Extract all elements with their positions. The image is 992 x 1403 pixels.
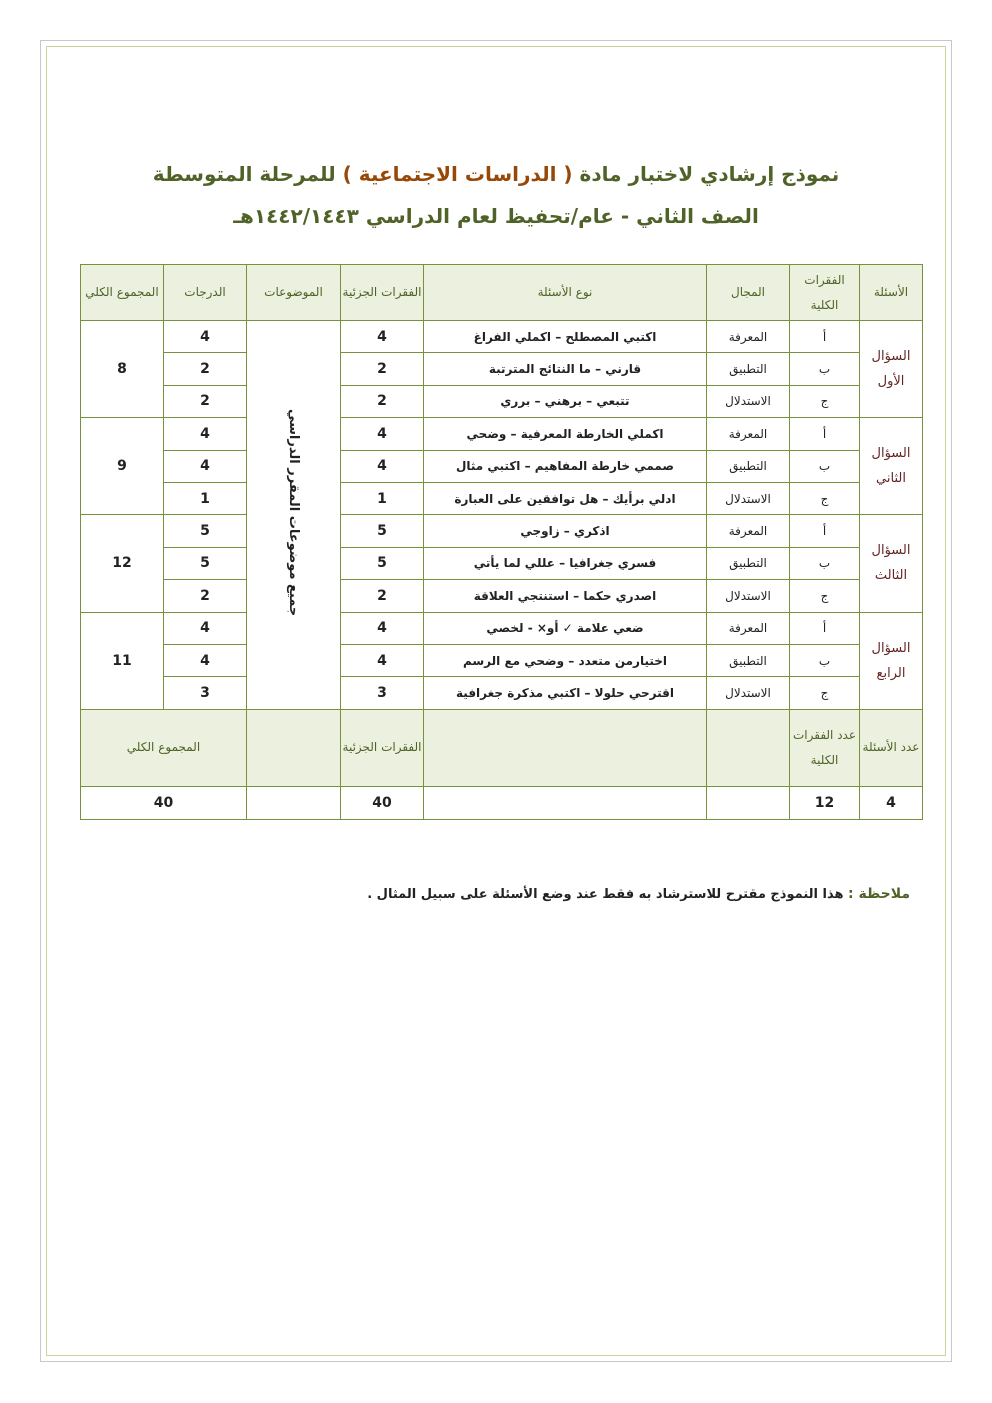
question-total: 12 — [81, 515, 164, 612]
item-partial-count: 4 — [341, 418, 424, 450]
item-letter: ج — [790, 677, 860, 709]
footer-count-questions-label: عدد الأسئلة — [860, 709, 923, 786]
footer-empty — [247, 786, 341, 819]
item-letter: أ — [790, 515, 860, 547]
item-partial-count: 2 — [341, 580, 424, 612]
item-letter: ب — [790, 450, 860, 482]
item-question-type: اصدري حكما – استنتجي العلاقة — [424, 580, 707, 612]
footer-labels-row — [81, 709, 923, 786]
item-partial-count: 2 — [341, 353, 424, 385]
item-domain: الاستدلال — [707, 580, 790, 612]
document-subtitle: الصف الثاني - عام/تحفيظ لعام الدراسي ١٤٤٢/١٤٤٣هـ — [233, 204, 759, 228]
header-grand-total: المجموع الكلي — [81, 265, 164, 321]
header-questions: الأسئلة — [860, 265, 923, 321]
item-question-type: قارني – ما النتائج المترتبة — [424, 353, 707, 385]
document-title — [0, 162, 992, 186]
footer-count-items: 12 — [790, 786, 860, 819]
footer-count-questions: 4 — [860, 786, 923, 819]
item-question-type: اختيارمن متعدد – وضحي مع الرسم — [424, 644, 707, 676]
item-partial-count: 3 — [341, 677, 424, 709]
item-question-type: اقترحي حلولا – اكتبي مذكرة جغرافية — [424, 677, 707, 709]
item-question-type: اكملي الخارطة المعرفية – وضحي — [424, 418, 707, 450]
item-domain: الاستدلال — [707, 385, 790, 417]
note — [367, 886, 910, 902]
item-domain: التطبيق — [707, 353, 790, 385]
header-topics: الموضوعات — [247, 265, 341, 321]
item-partial-count: 5 — [341, 515, 424, 547]
footer-empty — [247, 709, 341, 786]
footer-values-row — [81, 786, 923, 819]
note-label: ملاحظة : — [848, 886, 910, 902]
item-question-type: اكتبي المصطلح – اكملي الفراغ — [424, 321, 707, 353]
note-text: هذا النموذج مقترح للاسترشاد به فقط عند وضع الأسئلة على سبيل المثال . — [367, 887, 848, 902]
item-grade: 1 — [164, 482, 247, 514]
question-label: السؤال الثالث — [860, 515, 923, 612]
item-letter: ج — [790, 482, 860, 514]
item-question-type: تتبعي – برهني – برري — [424, 385, 707, 417]
item-partial-count: 4 — [341, 321, 424, 353]
table-row — [81, 677, 923, 709]
item-letter: أ — [790, 321, 860, 353]
item-letter: ج — [790, 580, 860, 612]
footer-empty — [707, 786, 790, 819]
item-question-type: فسري جغرافيا – عللي لما يأتي — [424, 547, 707, 579]
footer-parts-label: الفقرات الجزئية — [341, 709, 424, 786]
table-row — [81, 580, 923, 612]
item-grade: 4 — [164, 450, 247, 482]
header-partial-items: الفقرات الجزئية — [341, 265, 424, 321]
item-grade: 4 — [164, 418, 247, 450]
item-letter: ب — [790, 644, 860, 676]
table-row — [81, 644, 923, 676]
footer-parts-total: 40 — [341, 786, 424, 819]
footer-empty — [424, 709, 707, 786]
table-row — [81, 450, 923, 482]
item-grade: 4 — [164, 321, 247, 353]
item-grade: 5 — [164, 515, 247, 547]
question-label: السؤال الأول — [860, 321, 923, 418]
item-question-type: صممي خارطة المفاهيم – اكتبي مثال — [424, 450, 707, 482]
table-row — [81, 321, 923, 353]
item-domain: التطبيق — [707, 450, 790, 482]
header-row — [81, 265, 923, 321]
header-grades: الدرجات — [164, 265, 247, 321]
item-domain: التطبيق — [707, 644, 790, 676]
item-domain: المعرفة — [707, 612, 790, 644]
item-grade: 4 — [164, 612, 247, 644]
footer-count-items-label: عدد الفقرات الكلية — [790, 709, 860, 786]
item-letter: ج — [790, 385, 860, 417]
item-grade: 2 — [164, 385, 247, 417]
item-partial-count: 1 — [341, 482, 424, 514]
title-start: نموذج إرشادي لاختبار مادة — [579, 162, 840, 186]
item-letter: ب — [790, 547, 860, 579]
title-subject: ( الدراسات الاجتماعية ) — [342, 162, 573, 186]
item-partial-count: 4 — [341, 450, 424, 482]
item-letter: ب — [790, 353, 860, 385]
item-domain: المعرفة — [707, 418, 790, 450]
item-domain: الاستدلال — [707, 677, 790, 709]
item-grade: 2 — [164, 580, 247, 612]
item-domain: الاستدلال — [707, 482, 790, 514]
table-row — [81, 482, 923, 514]
item-domain: المعرفة — [707, 515, 790, 547]
item-question-type: اذكري – زاوجي — [424, 515, 707, 547]
table-row — [81, 385, 923, 417]
header-domain: المجال — [707, 265, 790, 321]
item-partial-count: 4 — [341, 612, 424, 644]
item-partial-count: 5 — [341, 547, 424, 579]
question-label: السؤال الثاني — [860, 418, 923, 515]
topics-text: جميع موضوعات المقرر الدراسي — [286, 409, 301, 617]
exam-blueprint-table — [80, 264, 923, 820]
item-grade: 5 — [164, 547, 247, 579]
question-total: 9 — [81, 418, 164, 515]
question-total: 8 — [81, 321, 164, 418]
item-question-type: ضعي علامة ✓ أو× - لخصي — [424, 612, 707, 644]
table-row — [81, 547, 923, 579]
item-grade: 4 — [164, 644, 247, 676]
item-partial-count: 2 — [341, 385, 424, 417]
topics-cell — [247, 321, 341, 710]
table-row — [81, 353, 923, 385]
footer-empty — [707, 709, 790, 786]
footer-empty — [424, 786, 707, 819]
table-row — [81, 515, 923, 547]
item-partial-count: 4 — [341, 644, 424, 676]
header-question-type: نوع الأسئلة — [424, 265, 707, 321]
item-domain: التطبيق — [707, 547, 790, 579]
footer-grand-total: 40 — [81, 786, 247, 819]
header-total-items: الفقرات الكلية — [790, 265, 860, 321]
table-row — [81, 612, 923, 644]
footer-total-label: المجموع الكلي — [81, 709, 247, 786]
item-domain: المعرفة — [707, 321, 790, 353]
item-letter: أ — [790, 418, 860, 450]
item-letter: أ — [790, 612, 860, 644]
question-label: السؤال الرابع — [860, 612, 923, 709]
item-grade: 2 — [164, 353, 247, 385]
item-grade: 3 — [164, 677, 247, 709]
item-question-type: ادلي برأيك – هل توافقين على العبارة — [424, 482, 707, 514]
table-row — [81, 418, 923, 450]
question-total: 11 — [81, 612, 164, 709]
title-end: للمرحلة المتوسطة — [152, 162, 336, 186]
